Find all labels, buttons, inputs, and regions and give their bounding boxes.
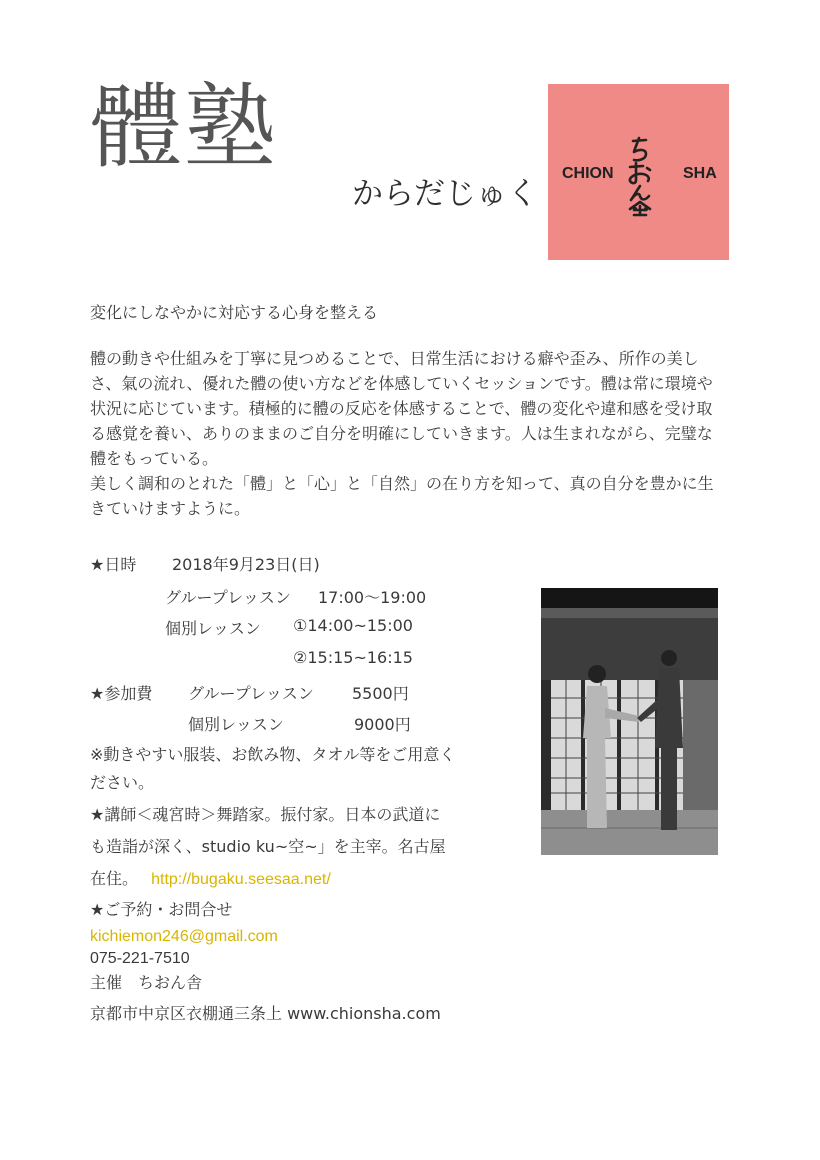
fee-private-price: 9000円 [354, 715, 411, 734]
note-line-2: ださい。 [90, 773, 155, 792]
description-paragraph-2: 美しく調和のとれた「體」と「心」と「自然」の在り方を知って、真の自分を豊かに生きていけますように。 [90, 474, 714, 518]
contact-email-link[interactable]: kichiemon246@gmail.com [90, 928, 278, 945]
schedule-heading: ★日時 [90, 555, 137, 574]
instructor-line-3 [90, 866, 331, 889]
fee-group-label: グループレッスン [188, 684, 314, 703]
group-lesson-time: 17:00〜19:00 [318, 588, 427, 607]
instructor-residence: 在住。 [90, 869, 139, 888]
description-paragraph-1: 體の動きや仕組みを丁寧に見つめることで、日常生活における癖や歪み、所作の美しさ、氣の流れ、優れた體の使い方などを体感していくセッションです。體は常に環境や状況に応じています。積極的に體の反応を体感することで、體の変化や違和感を受け取る感覚を養い、ありのままのご自分を明確にしていきます。人は生まれながら、完璧な體をもっている。 [90, 349, 713, 468]
logo-text-left: CHION [562, 165, 614, 182]
address: 京都市中京区衣棚通三条上 www.chionsha.com [90, 1004, 441, 1023]
instructor-line-1: ★講師＜魂宮時＞舞踏家。振付家。日本の武道に [90, 805, 441, 824]
group-lesson-label: グループレッスン [165, 588, 291, 607]
private-lesson-time-1: ①14:00~15:00 [293, 616, 413, 635]
fee-heading: ★参加費 [90, 684, 153, 703]
private-lesson-time-2: ②15:15~16:15 [293, 648, 413, 667]
fee-private-label: 個別レッスン [188, 715, 284, 734]
instructor-website-link[interactable]: http://bugaku.seesaa.net/ [151, 871, 331, 888]
instructor-line-2: も造詣が深く、studio ku~空~」を主宰。名古屋 [90, 837, 446, 856]
page-title: 體塾 [90, 74, 279, 181]
chionsha-logo [548, 84, 729, 260]
note-line-1: ※動きやすい服装、お飲み物、タオル等をご用意く [90, 745, 456, 764]
logo-calligraphy [624, 136, 656, 218]
contact-heading: ★ご予約・お問合せ [90, 900, 233, 919]
schedule-date: 2018年9月23日(日) [172, 555, 320, 574]
organizer: 主催 ちおん舎 [90, 973, 203, 992]
fee-group-price: 5500円 [352, 684, 409, 703]
logo-text-right: SHA [683, 165, 717, 182]
description [90, 346, 726, 521]
title-reading: からだじゅく [352, 176, 538, 212]
lesson-photo [541, 588, 718, 855]
lead-text: 変化にしなやかに対応する心身を整える [90, 303, 379, 322]
private-lesson-label: 個別レッスン [165, 619, 261, 638]
contact-phone: 075-221-7510 [90, 950, 190, 967]
